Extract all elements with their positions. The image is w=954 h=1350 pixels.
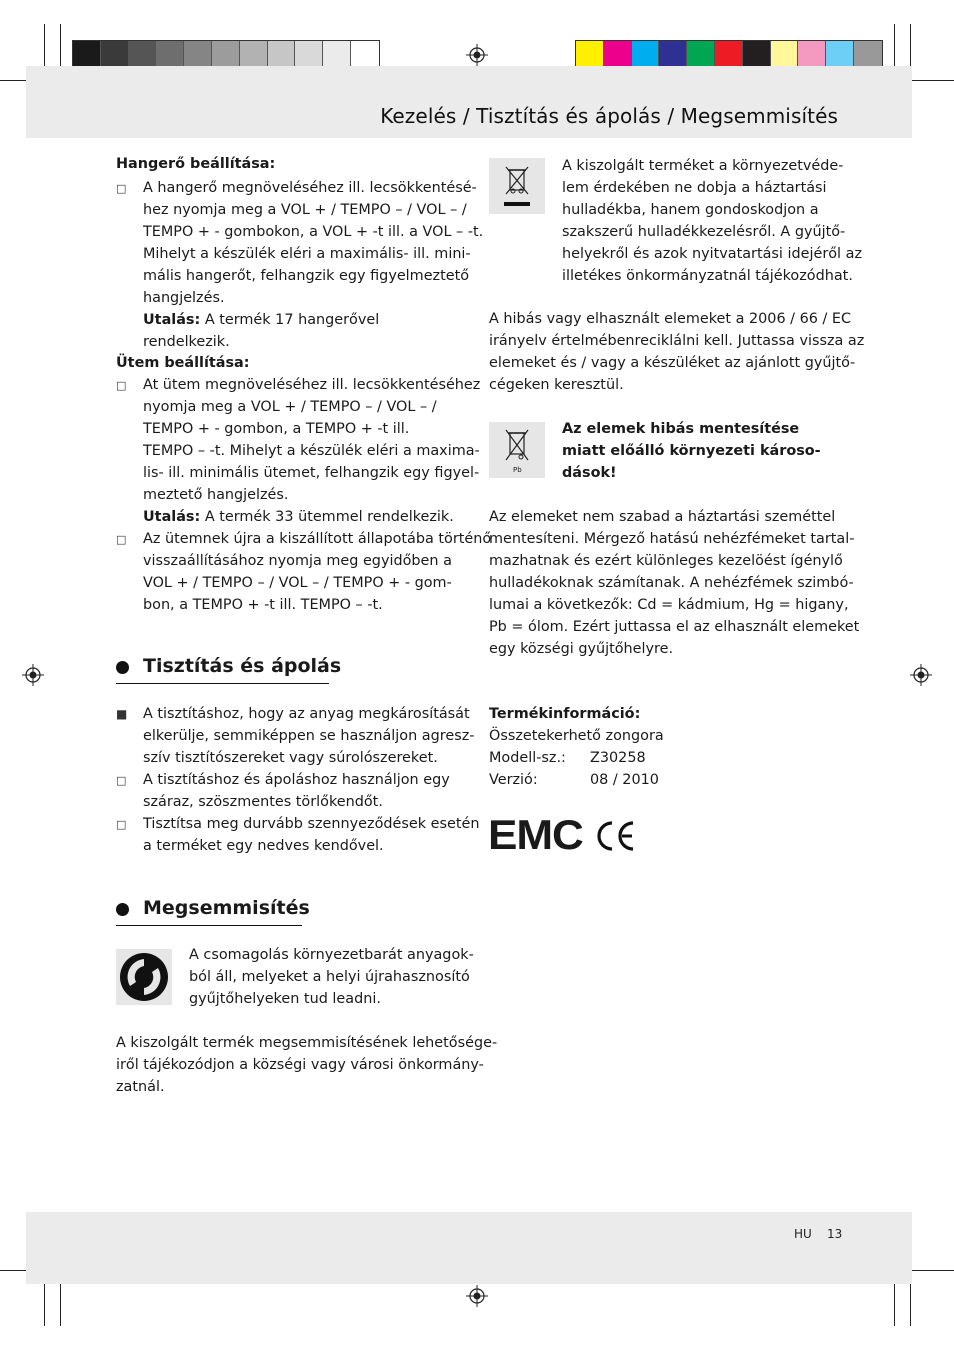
color-swatch bbox=[295, 41, 323, 67]
text-line: miatt előálló környezeti károso- bbox=[562, 443, 821, 459]
text-line: A hibás vagy elhasznált elemeket a 2006 / 66 / EC bbox=[489, 311, 852, 327]
model-label: Modell-sz.: bbox=[489, 750, 566, 766]
text-line: TEMPO – -t. Mihelyt a készülék eléri a maxima- bbox=[143, 443, 480, 459]
color-swatch bbox=[576, 41, 604, 67]
color-swatch bbox=[240, 41, 268, 67]
product-name: Összetekerhető zongora bbox=[489, 728, 664, 744]
heavy-metals-text bbox=[489, 506, 860, 660]
text-line: hulladékba, hanem gondoskodjon a bbox=[562, 202, 819, 218]
version-value: 08 / 2010 bbox=[590, 772, 659, 788]
text-line: meztető hangjelzés. bbox=[143, 487, 289, 503]
volume-heading: Hangerő beállítása: bbox=[116, 156, 276, 172]
battery-directive-text bbox=[489, 308, 865, 396]
text-line: A kiszolgált termék megsemmisítésének lehetősége- bbox=[116, 1035, 498, 1051]
color-swatch bbox=[687, 41, 715, 67]
text-line: Pb = ólom. Ezért juttassa el az elhasznált elemeket bbox=[489, 619, 860, 635]
text-line: Az elemek hibás mentesítése bbox=[562, 421, 800, 437]
text-line: lem érdekében ne dobja a háztartási bbox=[562, 180, 827, 196]
text-line: hez nyomja meg a VOL + / TEMPO – / VOL – / bbox=[143, 202, 467, 218]
text-line: mentesíteni. Mérgező hatású nehézfémeket tartal- bbox=[489, 531, 855, 547]
crop-mark bbox=[906, 1270, 954, 1271]
color-swatch bbox=[715, 41, 743, 67]
text-line: nyomja meg a VOL + / TEMPO – / VOL – / bbox=[143, 399, 437, 415]
ce-mark-icon bbox=[594, 820, 636, 852]
checkbox-bullet: □ bbox=[116, 818, 127, 831]
color-swatch bbox=[854, 41, 882, 67]
note-label: Utalás: bbox=[143, 509, 201, 525]
section-bullet-icon bbox=[116, 661, 129, 674]
tempo-heading: Ütem beállítása: bbox=[116, 355, 250, 371]
volume-instruction bbox=[143, 177, 484, 309]
text-line: helyekről és azok nyitvatartási idejéről az bbox=[562, 246, 863, 262]
note-label: Utalás: bbox=[143, 312, 201, 328]
gray-calibration-bar bbox=[72, 40, 380, 68]
registration-mark-icon bbox=[22, 664, 44, 686]
battery-warning bbox=[562, 418, 852, 484]
text-line: Az ütemnek újra a kiszállított állapotába történő bbox=[143, 531, 492, 547]
heading-underline bbox=[116, 925, 302, 926]
registration-mark-icon bbox=[910, 664, 932, 686]
checkbox-bullet: □ bbox=[116, 379, 127, 392]
checkbox-bullet: □ bbox=[116, 774, 127, 787]
footer-band bbox=[26, 1212, 912, 1284]
crop-mark bbox=[60, 1282, 61, 1326]
cleaning-item-1 bbox=[143, 703, 475, 769]
footer-language: HU bbox=[794, 1227, 812, 1241]
text-line: Az elemeket nem szabad a háztartási szeméttel bbox=[489, 509, 836, 525]
registration-mark-icon bbox=[466, 1285, 488, 1307]
crop-mark bbox=[910, 1282, 911, 1326]
text-line: A tisztításhoz és ápoláshoz használjon egy bbox=[143, 772, 450, 788]
crop-mark bbox=[910, 24, 911, 68]
municipal-disposal-text bbox=[116, 1032, 498, 1098]
crop-mark bbox=[44, 1282, 45, 1326]
text-line: At ütem megnöveléséhez ill. lecsökkentéséhez bbox=[143, 377, 481, 393]
checkbox-bullet: □ bbox=[116, 182, 127, 195]
color-swatch bbox=[826, 41, 854, 67]
text-line: szív tisztítószereket vagy súrolószereket. bbox=[143, 750, 438, 766]
text-line: elemeket és / vagy a készüléket az ajánlott gyűjtő- bbox=[489, 355, 856, 371]
color-swatch bbox=[351, 41, 379, 67]
emc-mark: EMC bbox=[488, 811, 583, 858]
text-line: TEMPO + - gombon, a TEMPO + -t ill. bbox=[143, 421, 410, 437]
crossed-battery-bin-icon bbox=[489, 422, 545, 478]
text-line: szakszerű hulladékkezelésről. A gyűjtő- bbox=[562, 224, 846, 240]
color-swatch bbox=[798, 41, 826, 67]
version-label: Verzió: bbox=[489, 772, 538, 788]
tempo-note bbox=[143, 506, 468, 528]
crop-mark bbox=[60, 24, 61, 68]
text-line: A csomagolás környezetbarát anyagok- bbox=[189, 947, 474, 963]
text-line: a terméket egy nedves kendővel. bbox=[143, 838, 384, 854]
note-text: A termék 17 hangerővel rendelkezik. bbox=[143, 312, 380, 350]
text-line: visszaállításához nyomja meg egyidőben a bbox=[143, 553, 452, 569]
color-swatch bbox=[323, 41, 351, 67]
square-bullet: ■ bbox=[116, 707, 128, 721]
color-swatch bbox=[129, 41, 157, 67]
cleaning-item-2 bbox=[143, 769, 468, 813]
crop-mark bbox=[906, 80, 954, 81]
text-line: gyűjtőhelyeken tud leadni. bbox=[189, 991, 381, 1007]
pb-label: Pb bbox=[513, 466, 522, 474]
color-swatch bbox=[659, 41, 687, 67]
text-line: egy községi gyűjtőhelyre. bbox=[489, 641, 674, 657]
text-line: iről tájékozódjon a községi vagy városi önkormány- bbox=[116, 1057, 484, 1073]
text-line: Tisztítsa meg durvább szennyeződések esetén bbox=[143, 816, 480, 832]
text-line: lumai a következők: Cd = kádmium, Hg = higany, bbox=[489, 597, 849, 613]
color-swatch bbox=[212, 41, 240, 67]
volume-note bbox=[143, 309, 468, 353]
text-line: ból áll, melyeket a helyi újrahasznosító bbox=[189, 969, 470, 985]
text-line: mazhatnak és ezért különleges kezelöést ígénylő bbox=[489, 553, 843, 569]
crossed-bin-icon bbox=[489, 158, 545, 214]
green-dot-recycle-icon bbox=[116, 949, 172, 1005]
color-swatch bbox=[156, 41, 184, 67]
color-swatch bbox=[771, 41, 799, 67]
model-value: Z30258 bbox=[590, 750, 646, 766]
product-info-heading: Termékinformáció: bbox=[489, 706, 641, 722]
text-line: A hangerő megnöveléséhez ill. lecsökkentésé- bbox=[143, 180, 477, 196]
cleaning-heading: Tisztítás és ápolás bbox=[143, 655, 342, 677]
color-calibration-bar bbox=[575, 40, 883, 68]
text-line: A tisztításhoz, hogy az anyag megkárosítását bbox=[143, 706, 470, 722]
text-line: TEMPO + - gombokon, a VOL + -t ill. a VOL – -t. bbox=[143, 224, 484, 240]
page-number: 13 bbox=[827, 1227, 843, 1241]
section-bullet-icon bbox=[116, 903, 129, 916]
text-line: A kiszolgált terméket a környezetvéde- bbox=[562, 158, 844, 174]
weee-text bbox=[562, 155, 863, 287]
text-line: illetékes önkormányzatnál tájékozódhat. bbox=[562, 268, 853, 284]
disposal-heading: Megsemmisítés bbox=[143, 897, 310, 919]
crop-mark bbox=[894, 24, 895, 68]
text-line: mális hangerőt, felhangzik egy figyelmeztető bbox=[143, 268, 470, 284]
note-text: A termék 33 ütemmel rendelkezik. bbox=[200, 509, 454, 525]
cleaning-item-3 bbox=[143, 813, 480, 857]
checkbox-bullet: □ bbox=[116, 533, 127, 546]
heading-underline bbox=[116, 683, 329, 684]
text-line: VOL + / TEMPO – / VOL – / TEMPO + - gom- bbox=[143, 575, 452, 591]
registration-mark-icon bbox=[466, 44, 488, 66]
text-line: száraz, szöszmentes törlőkendőt. bbox=[143, 794, 383, 810]
text-line: zatnál. bbox=[116, 1079, 165, 1095]
text-line: dások! bbox=[562, 465, 617, 481]
text-line: irányelv értelmébenreciklálni kell. Juttassa vissza az bbox=[489, 333, 865, 349]
color-swatch bbox=[101, 41, 129, 67]
page-title: Kezelés / Tisztítás és ápolás / Megsemmisítés bbox=[380, 104, 838, 128]
color-swatch bbox=[184, 41, 212, 67]
color-swatch bbox=[743, 41, 771, 67]
crop-mark bbox=[44, 24, 45, 68]
text-line: lis- ill. minimális ütemet, felhangzik egy figyel- bbox=[143, 465, 480, 481]
color-swatch bbox=[73, 41, 101, 67]
tempo-instruction bbox=[143, 374, 481, 506]
text-line: elkerülje, semmiképpen se használjon agresz- bbox=[143, 728, 475, 744]
text-line: cégeken keresztül. bbox=[489, 377, 624, 393]
color-swatch bbox=[632, 41, 660, 67]
packaging-text bbox=[189, 944, 474, 1010]
color-swatch bbox=[268, 41, 296, 67]
crop-mark bbox=[894, 1282, 895, 1326]
text-line: bon, a TEMPO + -t ill. TEMPO – -t. bbox=[143, 597, 383, 613]
text-line: Mihelyt a készülék eléri a maximális- ill. mini- bbox=[143, 246, 471, 262]
text-line: hangjelzés. bbox=[143, 290, 225, 306]
tempo-reset-instruction bbox=[143, 528, 492, 616]
color-swatch bbox=[604, 41, 632, 67]
text-line: hulladékoknak számítanak. A nehézfémek szimbó- bbox=[489, 575, 854, 591]
